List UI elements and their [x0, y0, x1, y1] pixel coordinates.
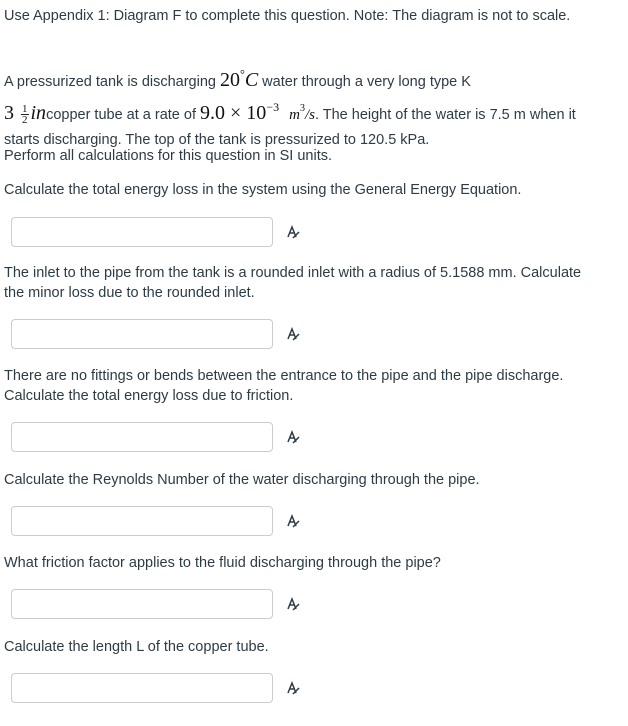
tube-size-fraction: [21, 104, 29, 125]
degree-symbol: °: [240, 67, 245, 81]
units-note: Perform all calculations for this question in SI units.: [4, 148, 333, 164]
question-1-prompt: Calculate the total energy loss in the system using the General Energy Equation.: [4, 182, 522, 198]
question-3-prompt: There are no fittings or bends between the entrance to the pipe and the pipe discharge. Calculate the total energy loss due to friction.: [4, 368, 564, 404]
tube-size-unit: in: [30, 102, 47, 124]
question-5-answer-row: [11, 587, 301, 621]
tube-size-whole: 3: [4, 102, 14, 124]
equation-editor-icon[interactable]: [285, 513, 301, 529]
flow-rate-mantissa: 9.0 × 10: [200, 102, 267, 124]
equation-editor-icon[interactable]: [285, 224, 301, 240]
problem-text-1: A pressurized tank is discharging: [4, 74, 220, 90]
flow-unit-exp: 3: [299, 103, 305, 114]
equation-editor-icon[interactable]: [285, 596, 301, 612]
fraction-numerator: 1: [22, 102, 28, 115]
temperature-value: 20: [220, 69, 240, 91]
question-3-answer-row: [11, 420, 301, 454]
question-3-answer-input[interactable]: [11, 422, 273, 452]
question-1-answer-row: [11, 215, 301, 249]
question-6-prompt: Calculate the length L of the copper tube.: [4, 639, 269, 655]
problem-text-3: copper tube at a rate of: [46, 107, 201, 123]
problem-text-2: water through a very long type K: [258, 74, 471, 90]
flow-rate-exponent: −3: [266, 100, 280, 114]
equation-editor-icon[interactable]: [285, 326, 301, 342]
question-1-answer-input[interactable]: [11, 217, 273, 247]
question-5-answer-input[interactable]: [11, 589, 273, 619]
equation-editor-icon[interactable]: [285, 429, 301, 445]
intro-note: Use Appendix 1: Diagram F to complete this question. Note: The diagram is not to scale.: [4, 8, 571, 24]
question-4-answer-row: [11, 504, 301, 538]
flow-unit-s: /s: [304, 107, 315, 123]
problem-statement: [4, 62, 604, 153]
question-6-answer-row: [11, 671, 301, 705]
question-2-answer-row: [11, 317, 301, 351]
flow-unit-m: m: [289, 107, 300, 123]
equation-editor-icon[interactable]: [285, 680, 301, 696]
tube-size-math: [4, 102, 46, 124]
problem-text-4: . The height of the water is 7.5 m when it starts discharging. The top of the tank is pressurized to 120.5 kPa.: [4, 107, 576, 148]
flow-rate-math: [200, 102, 315, 124]
question-4-prompt: Calculate the Reynolds Number of the water discharging through the pipe.: [4, 472, 480, 488]
question-5-prompt: What friction factor applies to the fluid discharging through the pipe?: [4, 555, 441, 571]
temperature-unit: C: [244, 69, 259, 91]
question-6-answer-input[interactable]: [11, 673, 273, 703]
question-4-answer-input[interactable]: [11, 506, 273, 536]
temperature-math: [220, 69, 258, 91]
fraction-denominator: 2: [22, 113, 28, 126]
question-2-answer-input[interactable]: [11, 319, 273, 349]
question-2-prompt: The inlet to the pipe from the tank is a rounded inlet with a radius of 5.1588 mm. Calculate the minor loss due to the rounded inlet.: [4, 265, 582, 301]
